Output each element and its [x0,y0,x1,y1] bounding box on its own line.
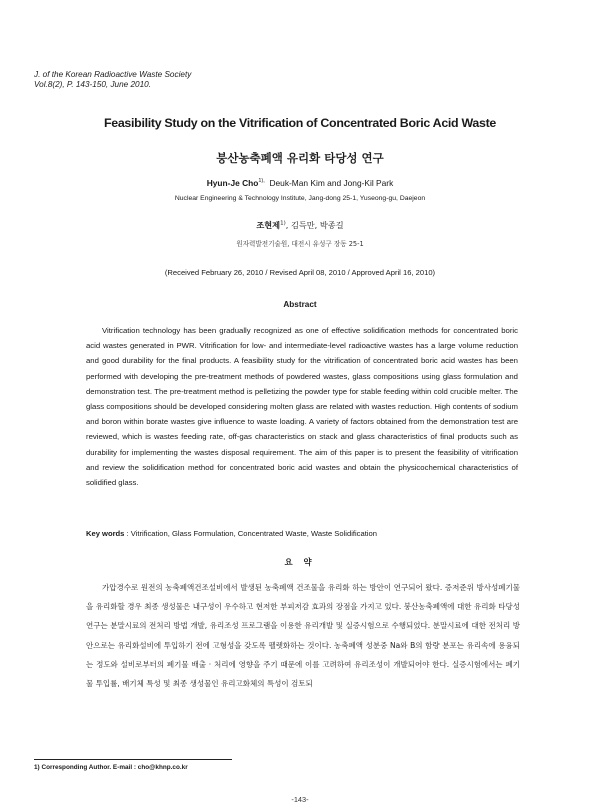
paper-title: Feasibility Study on the Vitrification of Concentrated Boric Acid Waste [103,116,496,130]
page-number: -143- [291,795,309,804]
lead-author: Hyun-Je Cho [206,178,259,188]
lead-author-korean: 조현제 [256,220,281,230]
keywords [86,529,526,538]
journal-volume: Vol.8(2), P. 143-150, June 2010. [34,79,151,89]
abstract-heading: Abstract [283,300,317,309]
corresponding-author-footnote: 1) Corresponding Author. E-mail : cho@khnp.co.kr [34,764,188,771]
received-dates: (Received February 26, 2010 / Revised April 08, 2010 / Approved April 16, 2010) [164,268,436,277]
lead-author-korean-mark: 1) [280,220,286,227]
affiliation: Nuclear Engineering & Technology Institute, Jang-dong 25-1, Yuseong-gu, Daejeon [174,195,426,202]
summary-body-korean: 가압경수로 원전의 농축폐액건조설비에서 발생된 농축폐액 건조물을 유리화 하는 방안이 연구되어 왔다. 증저준위 방사성폐기물을 유리화할 경우 최종 생성물은 내구성이 우수하고 현저한 부피저감 효과의 장점을 가지고 있다. 붕산농축폐액에 대한 유리화 타당성 연구는 분말시료의 전처리 방법 개발, 유리조성 프로그램을 이용한 유리개발 및 실증시험으로 수행되었다. 분말시료에 대한 전처리 방안으로는 유리화설비에 투입하기 전에 고형성을 갖도록 펠렛화하는 것이다. 농축폐액 성분중 Na와 B의 함량 분포는 유리속에 용융되는 정도와 설비로부터의 폐기물 배출 · 처리에 영향을 주기 때문에 이를 고려하여 유리조성이 개발되어야 한다. 실증시험에서는 폐기물 투입률, 배기체 특성 및 최종 생성물인 유리고화체의 특성이 검토되 [86,583,520,689]
journal-name: J. of the Korean Radioactive Waste Society [34,70,192,79]
keywords-separator: : [124,529,131,538]
summary-heading-korean: 요 약 [284,557,316,567]
keywords-text: Vitrification, Glass Formulation, Concentrated Waste, Waste Solidification [130,529,377,538]
affiliation-korean: 원자력발전기술원, 대전시 유성구 장동 25-1 [236,240,364,248]
keywords-label: Key words [86,529,125,538]
author-line-korean [40,220,560,231]
journal-citation [34,70,191,89]
abstract-body: Vitrification technology has been gradually recognized as one of effective solidification methods for concentrated boric acid wastes generated in PWR. Vitrification for low- and intermediate-level radioactive wastes has a large volume reduction and good durability for the final products. A feasibility study for the vitrification of concentrated boric acid wastes has been performed with developing the pre-treatment methods of powdered wastes, glass compositions using glass formulation and demonstration test. The pre-treatment method is pelletizing the powder type for stable feeding within cold crucible melter. The glass compositions should be developed considering molten glass are related with wastes reduction. High contents of sodium and boron within borate wastes give influence to waste loading. A variety of factors obtained from the demonstration test are reviewed, which is wastes feeding rate, off-gas characteristics on stack and glass characteristics of final products such as durability for implementing the wastes disposal requirement. The aim of this paper is to present the feasibility of vitrification and review the solidification method for concentrated boric acid wastes and obtain the physicochemical characteristics of solidified glass. [86,326,518,488]
paper-title-korean: 붕산농축폐액 유리화 타당성 연구 [216,151,384,165]
lead-author-mark: 1), [258,178,265,185]
co-authors: Deuk-Man Kim and Jong-Kil Park [269,178,394,188]
author-line [40,178,560,188]
footnote-divider [34,759,232,760]
co-authors-korean: , 김득만, 박종길 [285,220,344,230]
